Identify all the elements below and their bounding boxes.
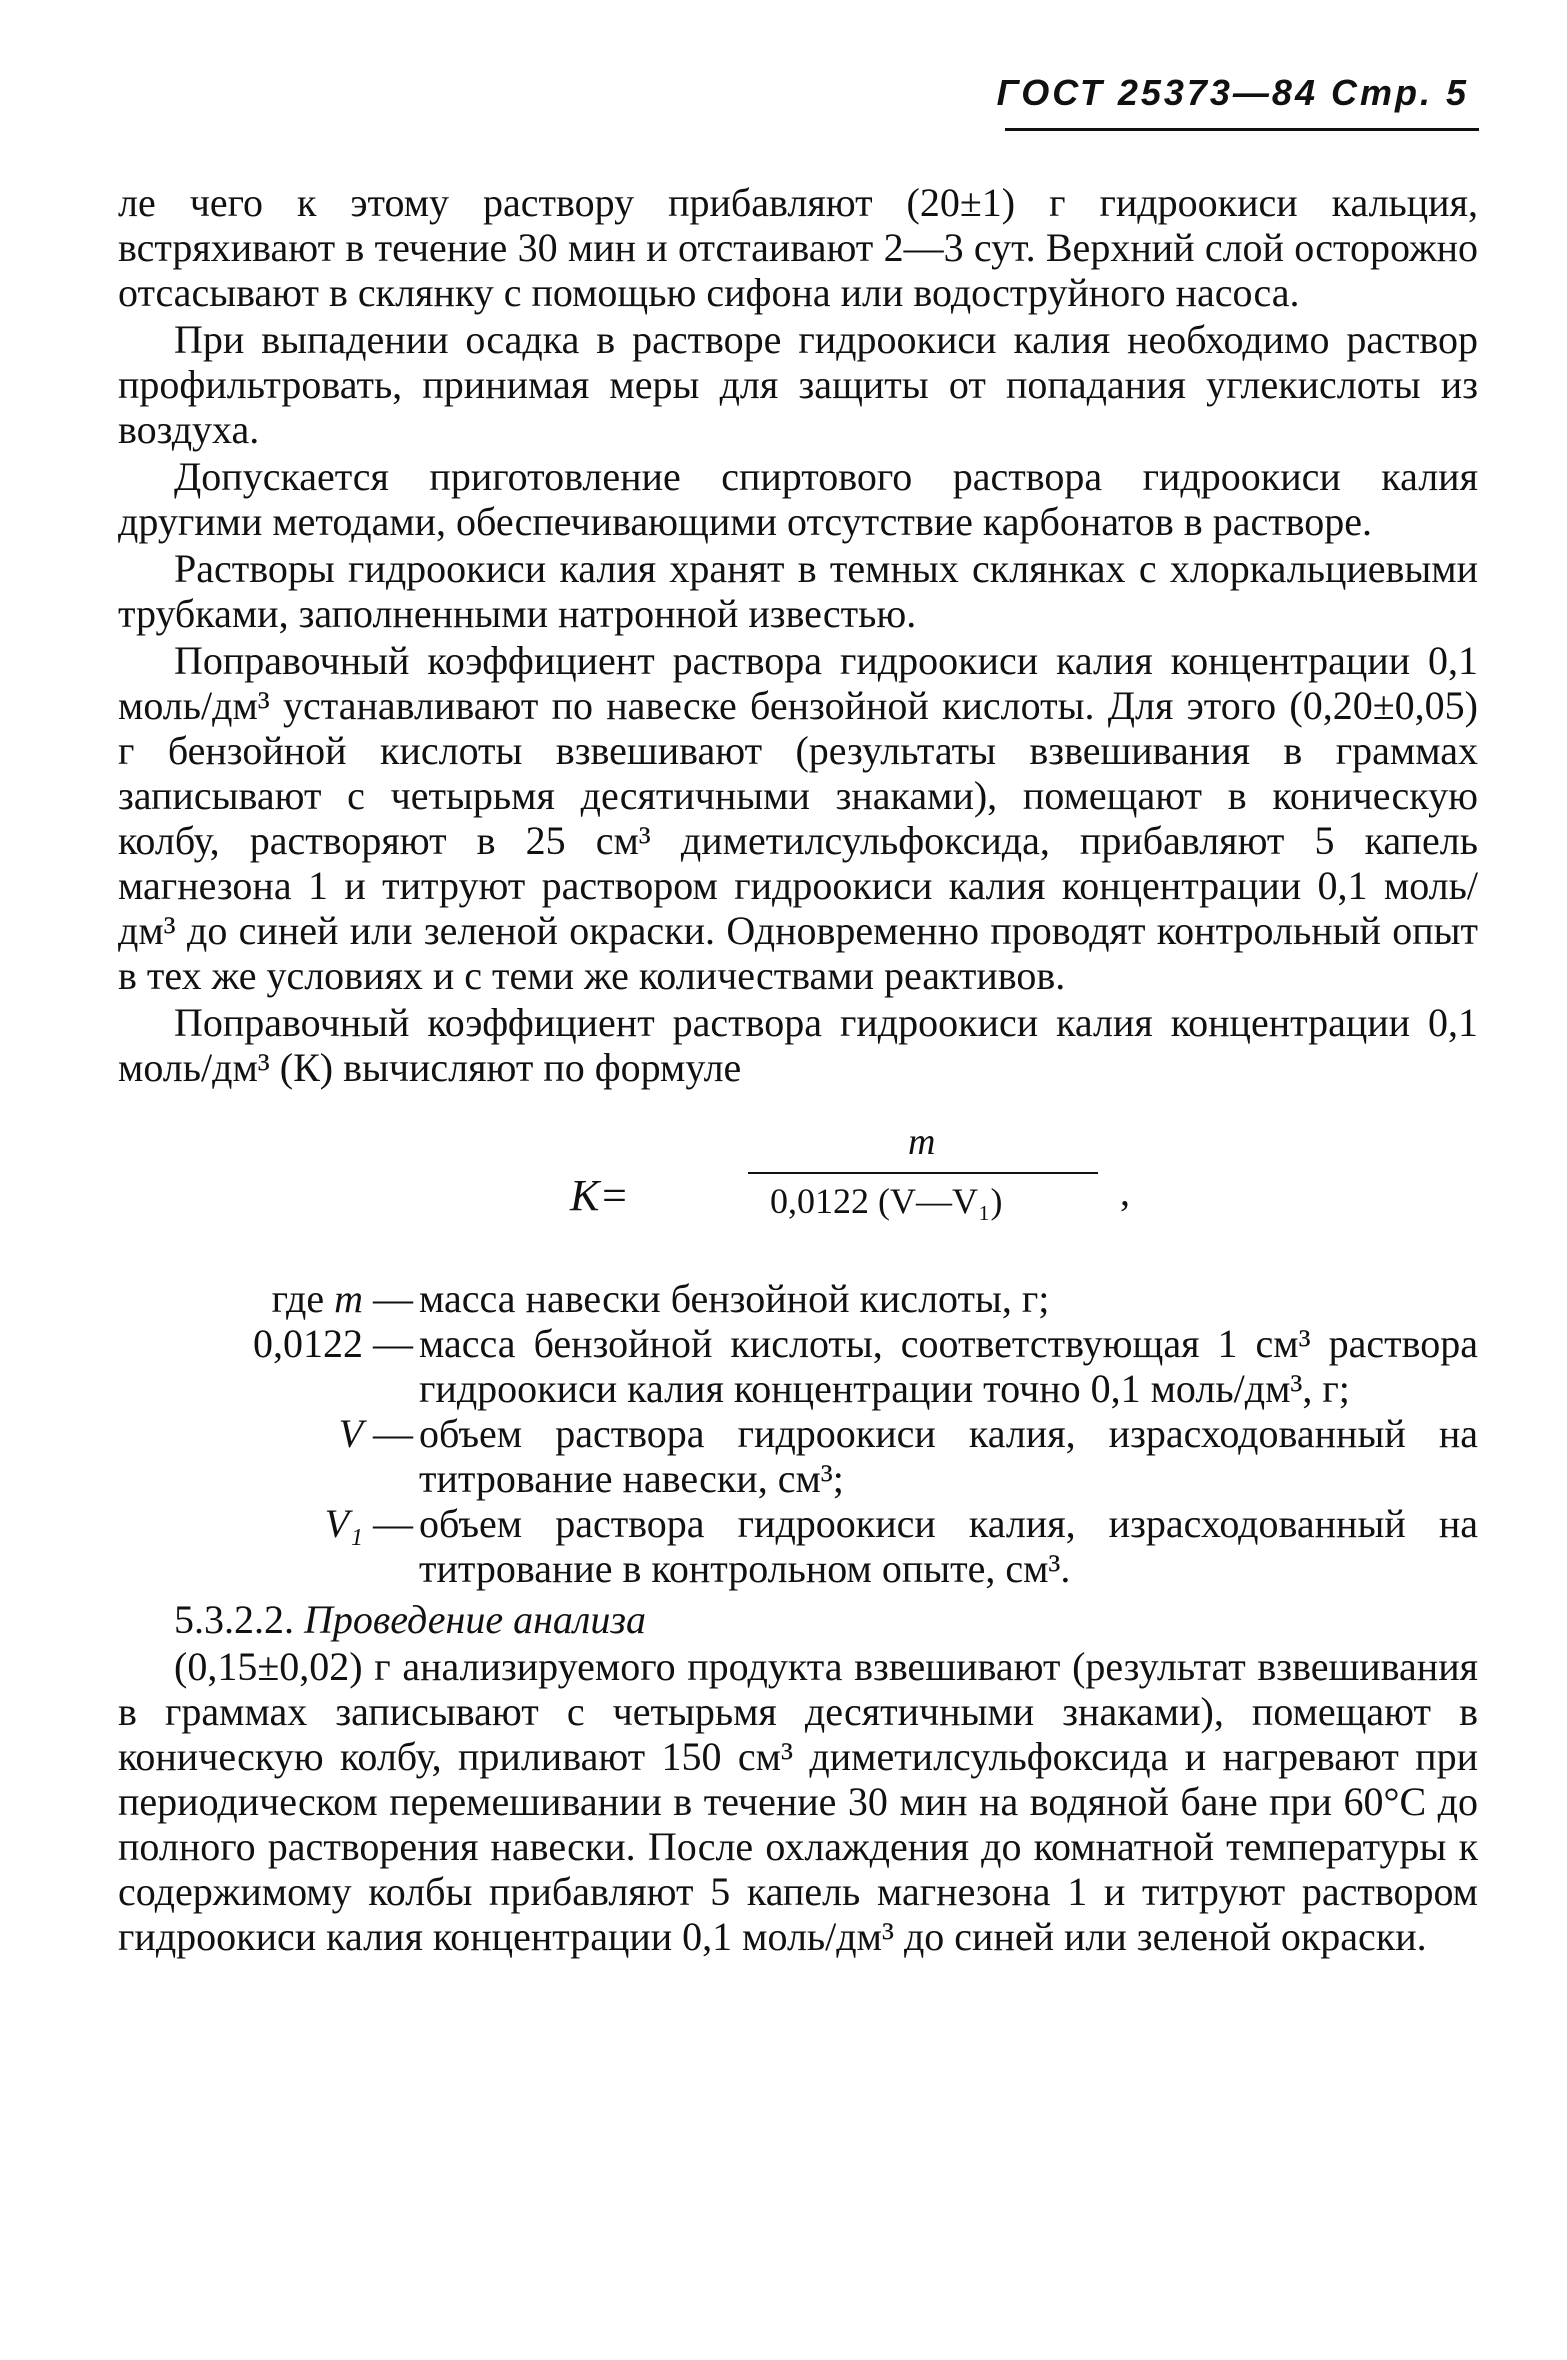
legend-definition: объем раствора гидроокиси калия, израсходованный на титрование навески, см³; (419, 1411, 1478, 1501)
formula-k (118, 1120, 1478, 1250)
page-header: ГОСТ 25373—84 Стр. 5 (996, 72, 1469, 113)
legend-symbol: 0,0122 (253, 1321, 363, 1366)
document-body (118, 180, 1478, 1961)
legend-definition: объем раствора гидроокиси калия, израсходованный на титрование в контрольном опыте, см³. (419, 1501, 1478, 1591)
section-heading (174, 1597, 1478, 1642)
legend-list (118, 1276, 1478, 1591)
legend-item: 0,0122 — масса бензойной кислоты, соответствующая 1 см³ раствора гидроокиси калия концентрации точно 0,1 моль/дм³, г; (253, 1321, 1478, 1411)
legend-prefix: где (271, 1276, 335, 1321)
formula-numerator: m (908, 1121, 936, 1163)
legend-item: V₁ — объем раствора гидроокиси калия, израсходованный на титрование в контрольном опыте, см³. (324, 1501, 1478, 1591)
legend-item: где m — масса навески бензойной кислоты, г; (118, 1276, 1478, 1321)
paragraph: Поправочный коэффициент раствора гидроокиси калия концентрации 0,1 моль/дм³ устанавливают по навеске бензойной кислоты. Для этого (0,20±0,05) г бензойной кислоты взвешивают (результаты взвешивания в граммах записывают с четырьмя десятичными знаками), помещают в коническую колбу, растворяют в 25 см³ диметилсульфоксида, прибавляют 5 капель магнезона 1 и титруют раствором гидроокиси калия концентрации 0,1 моль/дм³ до синей или зеленой окраски. Одновременно проводят контрольный опыт в тех же условиях и с теми же количествами реактивов. (118, 638, 1478, 998)
legend-symbol: V₁ (324, 1501, 363, 1546)
paragraph: При выпадении осадка в растворе гидроокиси калия необходимо раствор профильтровать, принимая меры для защиты от попадания углекислоты из воздуха. (118, 317, 1478, 452)
legend-definition: масса бензойной кислоты, соответствующая 1 см³ раствора гидроокиси калия концентрации точно 0,1 моль/дм³, г; (419, 1321, 1478, 1411)
legend-definition: масса навески бензойной кислоты, г; (419, 1276, 1050, 1321)
legend-symbol: m (334, 1276, 363, 1321)
section-title: Проведение анализа (304, 1597, 646, 1642)
paragraph: Растворы гидроокиси калия хранят в темных склянках с хлоркальциевыми трубками, заполненными натронной известью. (118, 546, 1478, 636)
paragraph: Поправочный коэффициент раствора гидроокиси калия концентрации 0,1 моль/дм³ (К) вычисляют по формуле (118, 1000, 1478, 1090)
fraction-bar (748, 1172, 1098, 1174)
formula-comma: , (1120, 1169, 1130, 1214)
section-number: 5.3.2.2. (174, 1597, 294, 1642)
legend-symbol: V (338, 1411, 363, 1456)
paragraph: (0,15±0,02) г анализируемого продукта взвешивают (результат взвешивания в граммах записывают с четырьмя десятичными знаками), помещают в коническую колбу, приливают 150 см³ диметилсульфоксида и нагревают при периодическом перемешивании в течение 30 мин на водяной бане при 60°C до полного растворения навески. После охлаждения до комнатной температуры к содержимому колбы прибавляют 5 капель магнезона 1 и титруют раствором гидроокиси калия концентрации 0,1 моль/дм³ до синей или зеленой окраски. (118, 1644, 1478, 1959)
header-rule (1005, 128, 1479, 131)
paragraph: ле чего к этому раствору прибавляют (20±1) г гидроокиси кальция, встряхивают в течение 30 мин и отстаивают 2—3 сут. Верхний слой осторожно отсасывают в склянку с помощью сифона или водоструйного насоса. (118, 180, 1478, 315)
paragraph: Допускается приготовление спиртового раствора гидроокиси калия другими методами, обеспечивающими отсутствие карбонатов в растворе. (118, 454, 1478, 544)
legend-item: V — объем раствора гидроокиси калия, израсходованный на титрование навески, см³; (338, 1411, 1478, 1501)
formula-denominator: 0,0122 (V—V₁) (770, 1181, 1003, 1221)
formula-lhs: К= (570, 1171, 629, 1220)
